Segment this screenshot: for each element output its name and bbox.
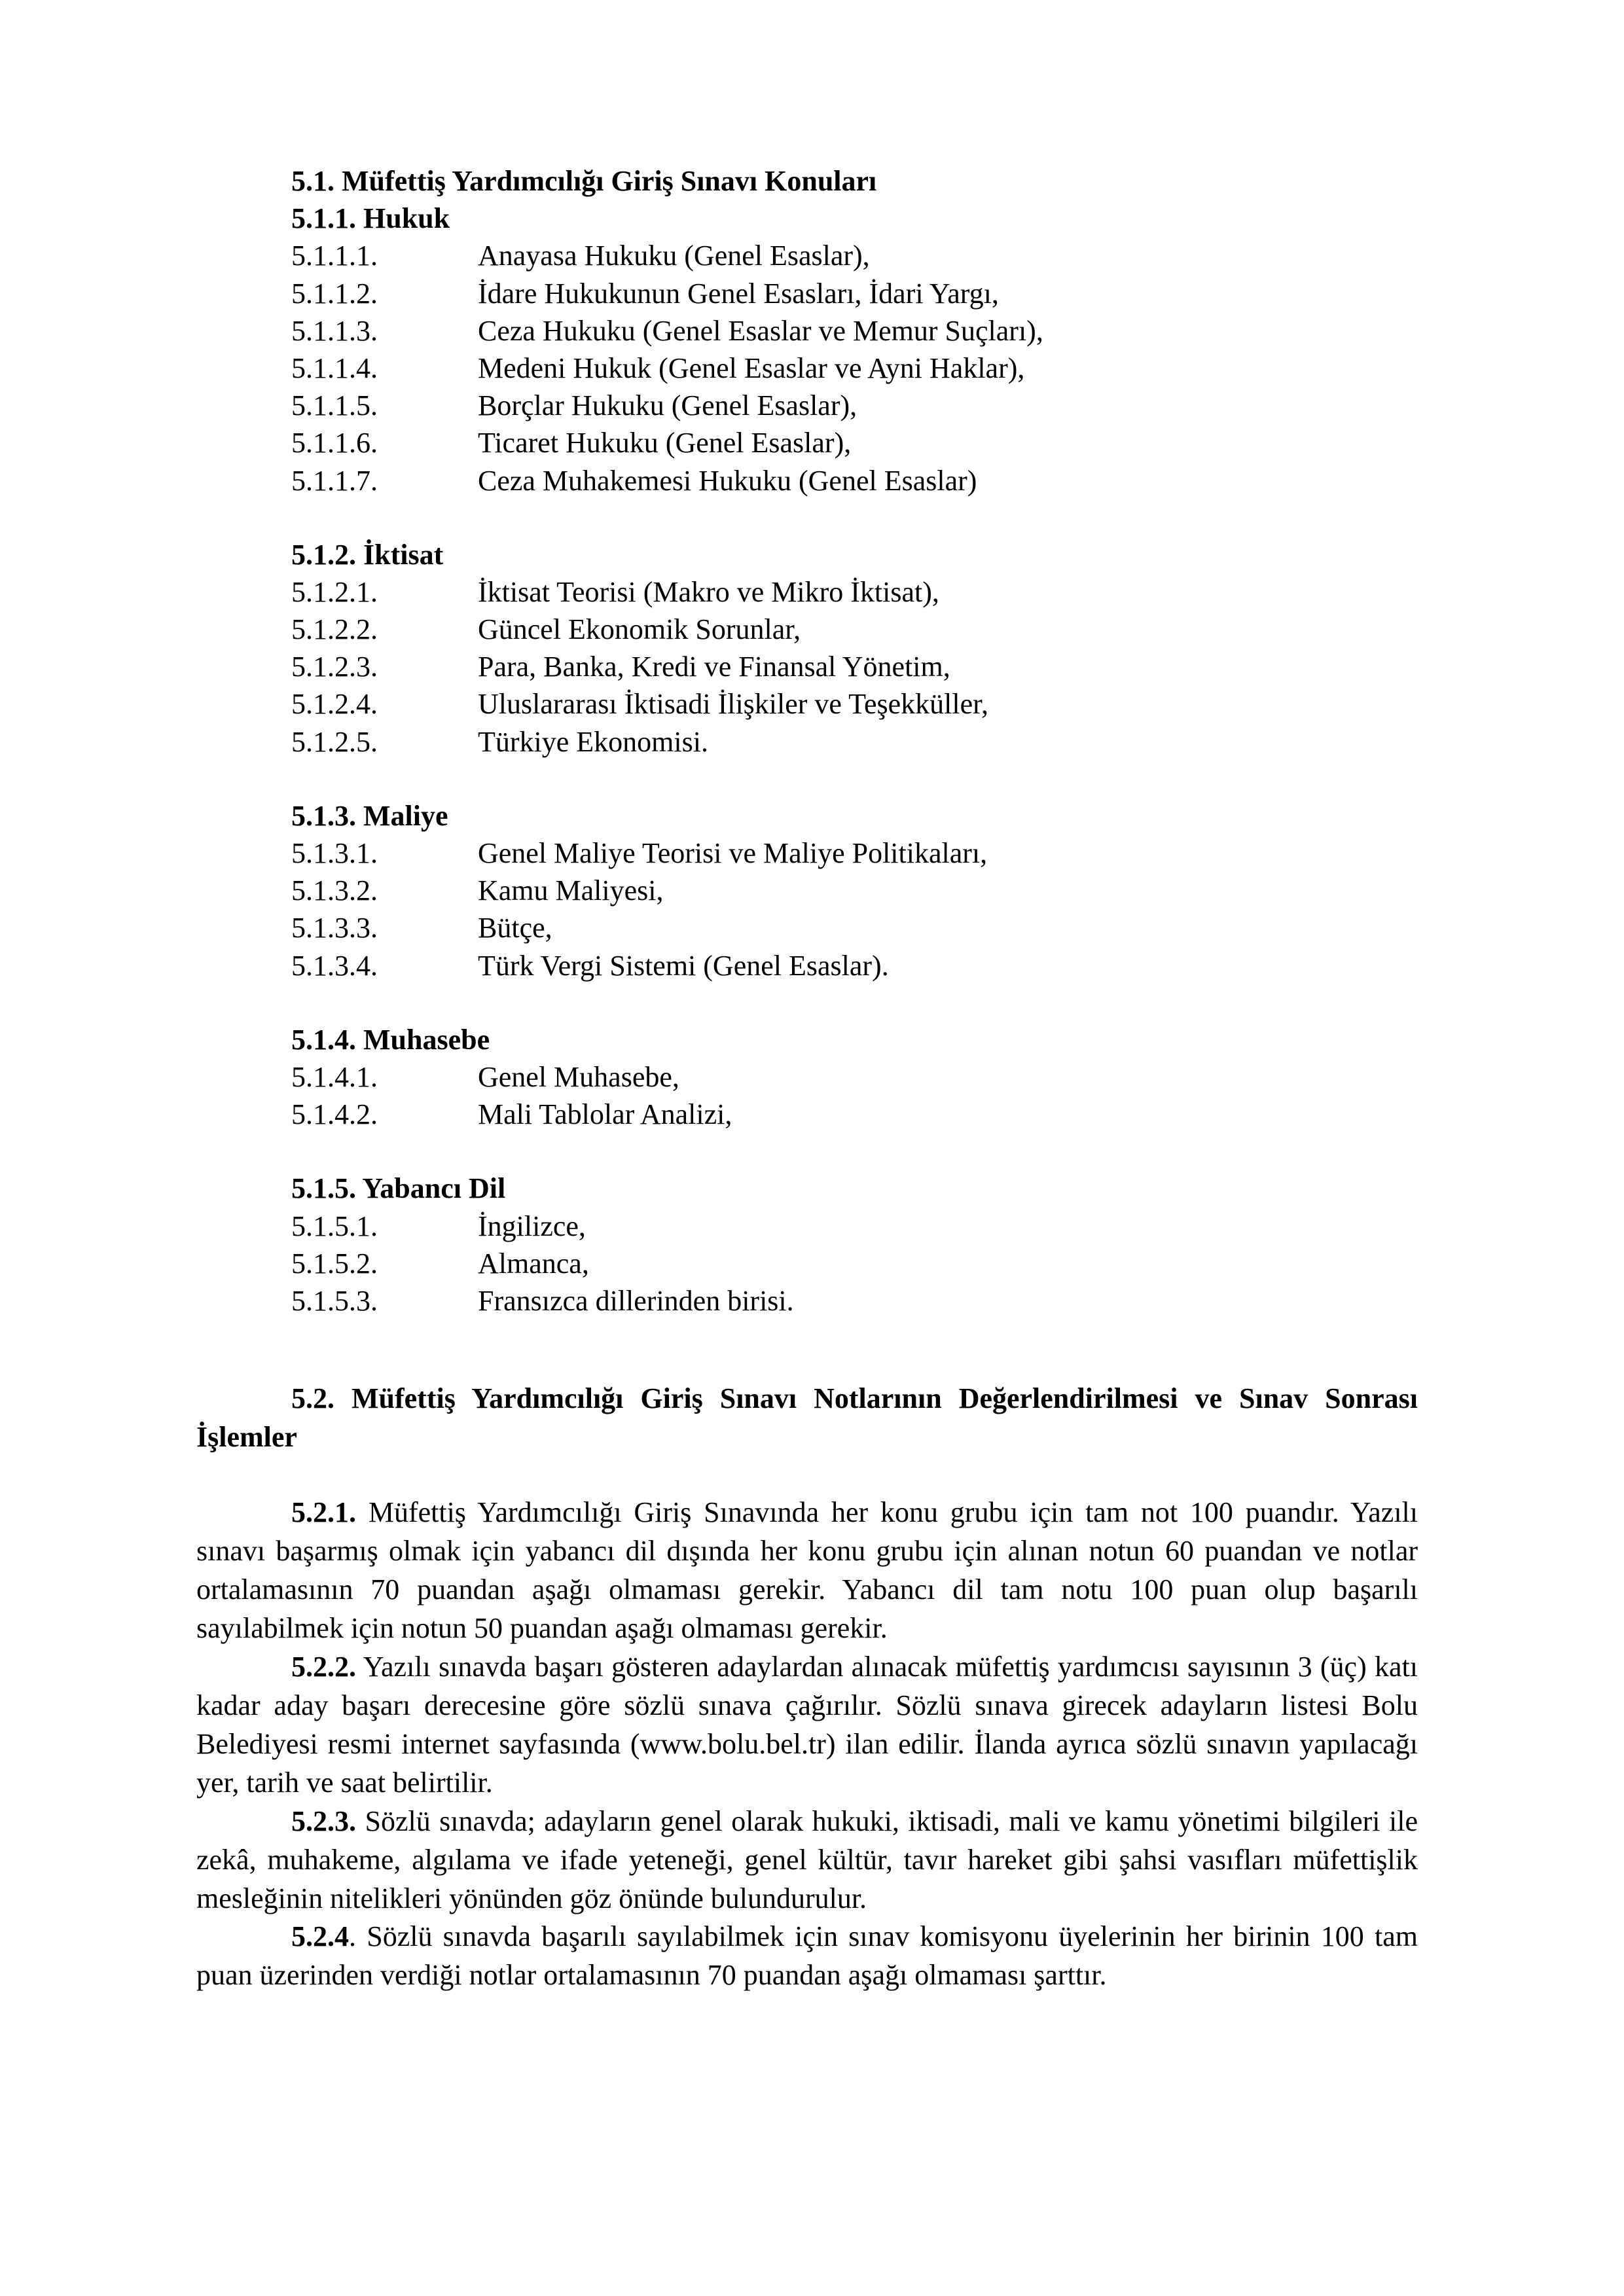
section-spacer: [196, 1319, 1418, 1380]
list-maliye: [196, 834, 1418, 984]
paragraph-text: . Sözlü sınavda başarılı sayılabilmek için sınav komisyonu üyelerinin her birinin 100 tam puan üzerinden verdiği notlar ortalamasının 70 puandan aşağı olmaması şarttır.: [196, 1920, 1418, 1992]
item-text: Uluslararası İktisadi İlişkiler ve Teşekküller,: [478, 688, 989, 721]
list-item: [196, 1245, 1418, 1282]
item-number: 5.1.1.3.: [291, 314, 378, 347]
list-item: [196, 611, 1418, 648]
item-text: Fransızca dillerinden birisi.: [478, 1284, 794, 1317]
item-text: Kamu Maliyesi,: [478, 874, 664, 907]
list-muhasebe: [196, 1058, 1418, 1133]
heading-5-2: 5.2. Müfettiş Yardımcılığı Giriş Sınavı Notlarının Değerlendirilmesi ve Sınav Sonrası İşlemler: [196, 1382, 1418, 1454]
list-item: [196, 909, 1418, 946]
item-text: Ceza Hukuku (Genel Esaslar ve Memur Suçları),: [478, 314, 1043, 347]
item-number: 5.1.1.6.: [291, 427, 378, 459]
item-number: 5.1.4.2.: [291, 1098, 378, 1131]
list-item: [196, 312, 1418, 350]
item-text: Genel Maliye Teorisi ve Maliye Politikaları,: [478, 837, 988, 869]
paragraph-number: 5.2.1.: [291, 1496, 356, 1528]
item-number: 5.1.1.4.: [291, 351, 378, 384]
item-number: 5.1.1.7.: [291, 464, 378, 497]
paragraph-5-2-4: [196, 1918, 1418, 1995]
list-yabanci-dil: [196, 1208, 1418, 1320]
list-item: [196, 1096, 1418, 1133]
list-item: [196, 1208, 1418, 1245]
list-item: [196, 947, 1418, 984]
item-number: 5.1.1.2.: [291, 277, 378, 310]
item-number: 5.1.3.4.: [291, 949, 378, 982]
section-spacer: [196, 761, 1418, 797]
paragraph-text: Müfettiş Yardımcılığı Giriş Sınavında her konu grubu için tam not 100 puandır. Yazılı sınavı başarmış olmak için yabancı dil dışında her konu grubu için alınan notun 60 puandan ve notlar ortalamasının 70 puandan aşağı olmaması gerekir. Yabancı dil tam notu 100 puan olup başarılı sayılabilmek için notun 50 puandan aşağı olmaması gerekir.: [196, 1496, 1418, 1644]
paragraph-text: Yazılı sınavda başarı gösteren adaylardan alınacak müfettiş yardımcısı sayısının 3 (üç) katı kadar aday başarı derecesine göre sözlü sınava çağırılır. Sözlü sınava girecek adayların listesi Bolu Belediyesi resmi internet sayfasında (www.bolu.bel.tr) ilan edilir. İlanda ayrıca sözlü sınavın yapılacağı yer, tarih ve saat belirtilir.: [196, 1650, 1418, 1799]
item-text: Türkiye Ekonomisi.: [478, 725, 708, 758]
heading-5-1: 5.1. Müfettiş Yardımcılığı Giriş Sınavı Konuları: [291, 165, 877, 197]
paragraph-5-2-3: [196, 1803, 1418, 1918]
item-text: İdare Hukukunun Genel Esasları, İdari Yargı,: [478, 277, 999, 310]
item-text: Medeni Hukuk (Genel Esaslar ve Ayni Haklar),: [478, 351, 1025, 384]
list-item: [196, 275, 1418, 312]
heading-5-1-4: 5.1.4. Muhasebe: [291, 1023, 490, 1056]
heading-5-1-3: 5.1.3. Maliye: [291, 799, 448, 832]
list-hukuk: [196, 237, 1418, 499]
item-number: 5.1.5.3.: [291, 1284, 378, 1317]
item-number: 5.1.3.1.: [291, 837, 378, 869]
list-item: [196, 350, 1418, 387]
section-spacer: [196, 984, 1418, 1021]
heading-5-1-2: 5.1.2. İktisat: [291, 538, 444, 571]
item-number: 5.1.2.5.: [291, 725, 378, 758]
item-text: Mali Tablolar Analizi,: [478, 1098, 732, 1131]
item-text: İngilizce,: [478, 1210, 586, 1242]
list-item: [196, 237, 1418, 274]
list-item: [196, 723, 1418, 761]
paragraph-number: 5.2.4: [291, 1920, 349, 1953]
item-text: Para, Banka, Kredi ve Finansal Yönetim,: [478, 651, 950, 683]
item-text: Genel Muhasebe,: [478, 1060, 679, 1093]
section-spacer: [196, 1457, 1418, 1494]
item-number: 5.1.1.1.: [291, 240, 378, 272]
paragraph-5-2-1: [196, 1494, 1418, 1648]
item-number: 5.1.2.2.: [291, 613, 378, 646]
section-spacer: [196, 1133, 1418, 1170]
heading-5-1-1: 5.1.1. Hukuk: [291, 202, 450, 235]
item-text: Türk Vergi Sistemi (Genel Esaslar).: [478, 949, 889, 982]
paragraph-text: Sözlü sınavda; adayların genel olarak hukuki, iktisadi, mali ve kamu yönetimi bilgileri ile zekâ, muhakeme, algılama ve ifade yeteneği, genel kültür, tavır hareket gibi şahsi vasıfları müfettişlik mesleğinin nitelikleri yönünden göz önünde bulundurulur.: [196, 1804, 1418, 1914]
heading-5-1-5: 5.1.5. Yabancı Dil: [291, 1172, 506, 1205]
item-text: Bütçe,: [478, 912, 552, 944]
list-item: [196, 573, 1418, 611]
list-item: [196, 462, 1418, 499]
item-number: 5.1.5.1.: [291, 1210, 378, 1242]
page-content: [196, 162, 1418, 1995]
paragraph-number: 5.2.3.: [291, 1804, 356, 1837]
item-text: Almanca,: [478, 1247, 589, 1280]
paragraph-number: 5.2.2.: [291, 1650, 356, 1683]
item-number: 5.1.2.3.: [291, 651, 378, 683]
item-text: Borçlar Hukuku (Genel Esaslar),: [478, 389, 857, 422]
list-item: [196, 685, 1418, 723]
item-number: 5.1.4.1.: [291, 1060, 378, 1093]
item-text: Güncel Ekonomik Sorunlar,: [478, 613, 801, 646]
list-item: [196, 648, 1418, 685]
item-text: Ticaret Hukuku (Genel Esaslar),: [478, 427, 852, 459]
item-number: 5.1.1.5.: [291, 389, 378, 422]
list-item: [196, 834, 1418, 872]
item-number: 5.1.5.2.: [291, 1247, 378, 1280]
item-number: 5.1.2.1.: [291, 575, 378, 608]
item-text: Anayasa Hukuku (Genel Esaslar),: [478, 240, 870, 272]
item-number: 5.1.2.4.: [291, 688, 378, 721]
item-text: İktisat Teorisi (Makro ve Mikro İktisat),: [478, 575, 939, 608]
paragraph-5-2-2: [196, 1648, 1418, 1803]
list-item: [196, 387, 1418, 424]
list-item: [196, 1282, 1418, 1319]
item-number: 5.1.3.3.: [291, 912, 378, 944]
list-item: [196, 872, 1418, 909]
list-item: [196, 424, 1418, 461]
item-number: 5.1.3.2.: [291, 874, 378, 907]
list-iktisat: [196, 573, 1418, 761]
section-spacer: [196, 499, 1418, 536]
list-item: [196, 1058, 1418, 1096]
item-text: Ceza Muhakemesi Hukuku (Genel Esaslar): [478, 464, 977, 497]
